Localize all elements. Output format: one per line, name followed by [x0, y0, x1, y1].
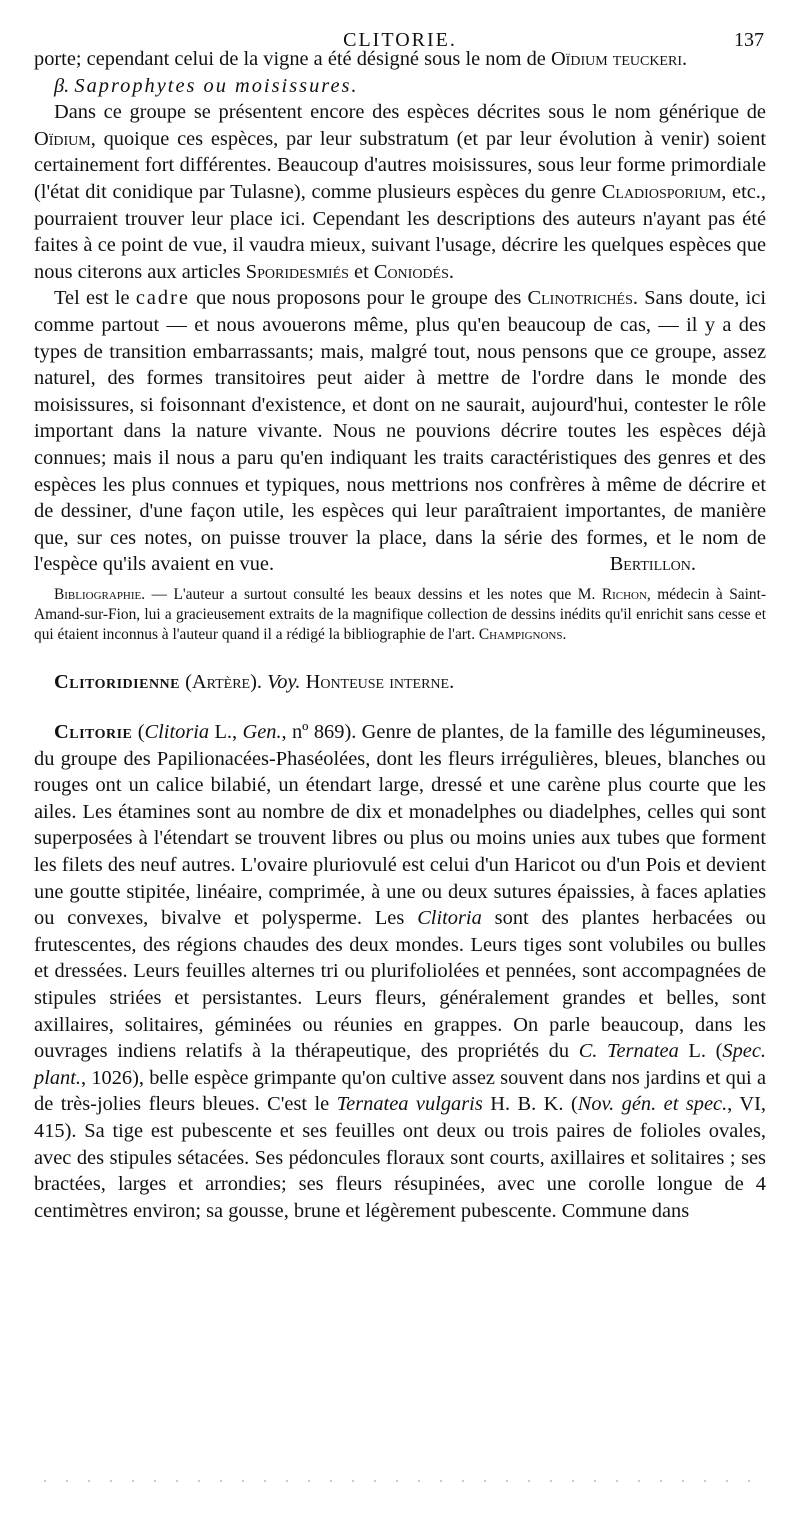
genus-name: Clitoria — [417, 907, 482, 930]
page-edge-specks — [34, 1478, 766, 1484]
page — [34, 0, 766, 1224]
text-run: , VI, 415). Sa tige est pubescente et ses feuilles ont deux ou trois paires de folioles ovales, avec des stipules sétacées. Ses pédoncules floraux sont courts, axillaires et solitaires ; ses bractées, larges et arrondies; ses fleurs résupinées, avec une corolle longue de 4 centimètres environ; sa gousse, brune et légèrement pubescente. Commune dans — [34, 1093, 766, 1222]
page-number: 137 — [734, 29, 764, 51]
genus-name: Clitoria — [144, 721, 210, 744]
species-name: Oïdium teuckeri. — [550, 48, 688, 70]
species-name: C. Ternatea — [578, 1040, 679, 1063]
article-reference: Sporidesmiés — [245, 260, 349, 283]
genus-name: Cladiosporium — [601, 180, 722, 203]
text-run: que nous proposons pour le groupe des — [189, 287, 528, 310]
entry-clitoridienne — [34, 669, 766, 696]
text-run: Tel est le — [54, 287, 136, 310]
bibliography-label: Bibliographie. — [54, 585, 146, 603]
text-run: L. ( — [678, 1040, 723, 1063]
cross-reference: Honteuse interne. — [300, 671, 455, 694]
spaced-word: cadre — [135, 287, 190, 310]
text-run: Dans ce groupe se présentent encore des espèces décrites sous le nom générique de — [54, 101, 766, 124]
page-header — [34, 0, 766, 51]
citation: Spec. plant. — [34, 1040, 766, 1089]
citation: Gen. — [242, 721, 282, 744]
text-run: ( — [132, 721, 145, 744]
text-run: porte; cependant celui de la vigne a été désigné sous le nom de — [34, 48, 551, 70]
bibliography-note — [34, 585, 766, 646]
spacer — [34, 645, 766, 669]
article-reference: Coniodés — [373, 260, 449, 283]
citation: Nov. gén. et spec. — [577, 1093, 728, 1116]
running-title: CLITORIE. — [343, 29, 457, 51]
text-run: . — [448, 260, 454, 283]
text-run: , médecin à Saint-Amand-sur-Fion, lui a gracieusement extraits de la magnifique collection de dessins inédits qu'il enrichit sans cesse et qui étaient inconnus à l'auteur quand il a rédigé la bibliographie de l'art. — [34, 585, 767, 644]
text-run: , 1026), belle espèce grimpante qu'on cultive assez souvent dans nos jardins et qui a de très-jolies fleurs bleues. C'est le — [34, 1066, 766, 1116]
paragraph-moisissures — [34, 99, 766, 285]
text-run: , quoique ces espèces, par leur substratum (et par leur évolution à venir) soient certainement fort différentes. Beaucoup d'autres moisissures, sous leur forme primordiale (l'état dit conidique par Tulasne), comme plusieurs espèces du genre — [34, 127, 766, 203]
person-name: Richon — [601, 585, 647, 603]
section-heading-beta — [34, 73, 766, 100]
text-run: , nº 869). Genre de plantes, de la famille des légumineuses, du groupe des Papilionacées-Phaséolées, dont les fleurs irrégulières, bleues, blanches ou rouges ont un calice bilabié, un étendart large, dressé et une carène plus courte que les ailes. Les étamines sont au nombre de dix et monadelphes ou diadelphes, celles qui sont superposées à l'étendart se trouvent libres ou plus ou moins unies aux tubes que forment les filets des neuf autres. L'ovaire pluriovulé est celui d'un Haricot ou d'un Pois et devient une goutte stipitée, linéaire, comprimée, à une ou deux sutures épaissies, à faces aplaties ou convexes, bivalve et polysperme. Les — [34, 721, 766, 930]
text-run: L., — [209, 721, 243, 744]
spacer — [34, 696, 766, 719]
text-run: , etc., pourraient trouver leur place ici. Cependant les descriptions des auteurs n'ayant pas été faites à ce point de vue, il vaudra mieux, suivant l'usage, décrire les quelques espèces que nous citerons aux articles — [34, 180, 766, 283]
text-run: . Sans doute, ici comme partout — et nous avouerons même, plus qu'en beaucoup de cas, — il y a des types de transition embarrassants; mais, malgré tout, nous pensons que ce groupe, assez naturel, des formes transitoires peut aider à mettre de l'ordre dans le monde des moisissures, si foisonnant d'existence, et dont on ne saurait, aujourd'hui, contester le rôle important dans la nature vivante. Nous ne pouvions décrire toutes les espèces déjà connues; mais il nous a paru qu'en indiquant les traits caractéristiques des genres et des espèces les plus connues et typiques, nous mettrions nos confrères à même de décrire et de dessiner, d'une façon utile, les espèces qui leur paraîtraient importantes, de manière que, sur ces notes, on puisse trouver la place, dans la série des formes, et le nom de l'espèce qu'ils avaient en vue. — [34, 287, 766, 576]
paragraph-conclusion — [34, 285, 766, 578]
text-run: — L'auteur a surtout consulté les beaux dessins et les notes que M. — [145, 585, 602, 603]
text-run: . — [562, 626, 567, 644]
genus-name: Oïdium — [34, 127, 91, 150]
text-run: H. B. K. ( — [482, 1093, 578, 1116]
group-name: Clinotrichés — [527, 287, 633, 310]
section-marker: β. — [54, 74, 70, 97]
text-run: (Artère). — [180, 671, 268, 694]
species-name: Ternatea vulgaris — [336, 1093, 483, 1116]
entry-headword: Clitorie — [54, 721, 133, 744]
cross-reference-marker: Voy. — [267, 671, 301, 694]
author-signature: Bertillon. — [609, 553, 696, 576]
text-run: et — [348, 260, 374, 283]
entry-clitorie — [34, 719, 766, 1224]
text-run: sont des plantes herbacées ou frutescentes, des régions chaudes des deux mondes. Leurs tiges sont volubiles ou bulles et dressées. Leurs feuilles alternes tri ou plurifoliolées et pennées, sont accompagnées de stipules striées et persistantes. Leurs fleurs, généralement grandes et belles, sont axillaires, solitaires, géminées ou réunies en grappes. On parle beaucoup, dans les ouvrages indiens relatifs à la thérapeutique, des propriétés du — [34, 907, 766, 1063]
section-title: Saprophytes ou moisissures. — [74, 74, 359, 97]
article-reference: Champignons — [478, 626, 563, 644]
entry-headword: Clitoridienne — [54, 671, 180, 694]
